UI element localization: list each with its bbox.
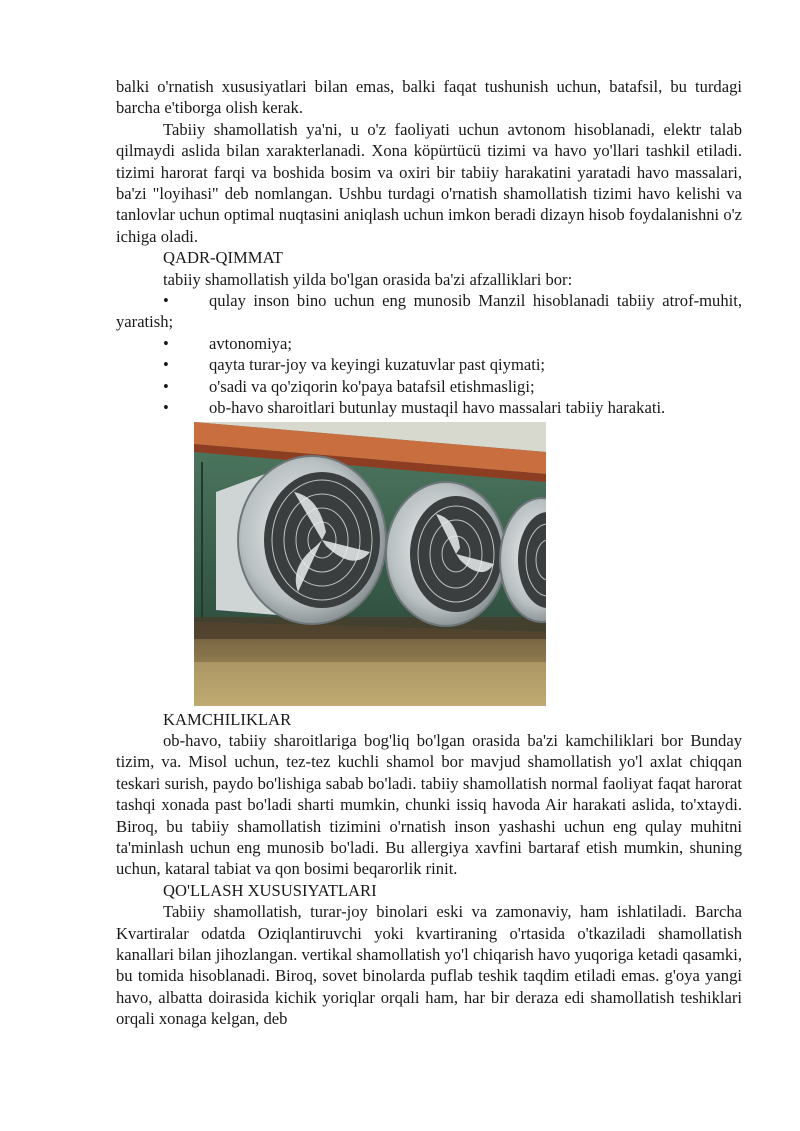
bullet-icon: • xyxy=(163,355,169,375)
list-item-text: avtonomiya; xyxy=(209,333,292,353)
list-item-text: qulay inson bino uchun eng munosib Manzil hisoblanadi tabiiy atrof-muhit, yaratish; xyxy=(116,291,742,332)
paragraph-continuation: balki o'rnatish xususiyatlari bilan emas, balki faqat tushunish uchun, batafsil, bu turdagi barcha e'tiborga olish kerak. xyxy=(116,77,742,118)
list-item-text: ob-havo sharoitlari butunlay mustaqil havo massalari tabiiy harakati. xyxy=(209,398,666,418)
advantages-intro: tabiiy shamollatish yilda bo'lgan orasida ba'zi afzalliklari bor: xyxy=(163,269,573,289)
list-item xyxy=(116,333,742,354)
list-item xyxy=(116,376,742,397)
list-item xyxy=(116,290,742,333)
exhaust-fans-illustration xyxy=(194,422,546,706)
paragraph-disadvantages: ob-havo, tabiiy sharoitlariga bog'liq bo'lgan orasida ba'zi kamchiliklari bor Bunday tizim, va. Misol uchun, tez-tez kuchli shamol bor mavjud shamollatish yo'l axlat chiqqan teskari surish, paydo bo'lishiga sabab bo'ladi. tabiiy shamollatish normal faoliyat faqat harorat tashqi xonada past bo'ladi sharti mumkin, chunki issiq havoda Air harakati aslida, to'xtaydi. Biroq, bu tabiiy shamollatish tizimini o'rnatish inson yashashi uchun eng qulay muhitni ta'minlash uchun eng munosib bo'ladi. Bu allergiya xavfini bartaraf etish mumkin, shuning uchun, kataral tabiat va qon bosimi beqarorlik rinit. xyxy=(116,730,742,879)
heading-disadvantages: KAMCHILIKLAR xyxy=(163,709,292,729)
paragraph-natural-ventilation: Tabiiy shamollatish ya'ni, u o'z faoliyati uchun avtonom hisoblanadi, elektr talab qilmaydi aslida bilan xarakterlanadi. Xona köpürtücü tizimi va havo yo'llari tashkil etiladi. tizimi harorat farqi va boshida bosim va oxiri bir tabiiy harakatini yaratadi havo massalari, ba'zi "loyihasi" deb nomlangan. Ushbu turdagi o'rnatish shamollatish tizimi havo kelishi va tanlovlar uchun optimal nuqtasini aniqlash uchun imkon beradi dizayn hisob foydalanishni o'z ichiga oladi. xyxy=(116,119,742,246)
list-item-text: qayta turar-joy va keyingi kuzatuvlar past qiymati; xyxy=(209,355,546,375)
list-item-text: o'sadi va qo'ziqorin ko'paya batafsil etishmasligi; xyxy=(209,376,535,396)
list-item xyxy=(116,397,742,418)
document-page xyxy=(116,76,742,1030)
heading-advantages: QADR-QIMMAT xyxy=(163,248,283,268)
list-item xyxy=(116,354,742,375)
bullet-icon: • xyxy=(163,291,169,311)
heading-usage: QO'LLASH XUSUSIYATLARI xyxy=(163,880,377,900)
exhaust-fans-photo xyxy=(194,422,546,706)
paragraph-usage: Tabiiy shamollatish, turar-joy binolari eski va zamonaviy, ham ishlatiladi. Barcha Kvartiralar odatda Oziqlantiruvchi yoki kvartiraning o'rtasida o'tkaziladi shamollatish kanallari bilan jihozlangan. vertikal shamollatish yo'l chiqarish havo yuqoriga ketadi qasamki, bu tomida hisoblanadi. Biroq, sovet binolarda puflab teshik taqdim etiladi emas. g'oya yangi havo, albatta doirasida kichik yoriqlar orqali ham, har bir deraza edi shamollatish teshiklari orqali xonaga kelgan, deb xyxy=(116,902,742,1029)
bullet-icon: • xyxy=(163,376,169,396)
bullet-icon: • xyxy=(163,398,169,418)
advantages-list xyxy=(116,290,742,418)
bullet-icon: • xyxy=(163,333,169,353)
